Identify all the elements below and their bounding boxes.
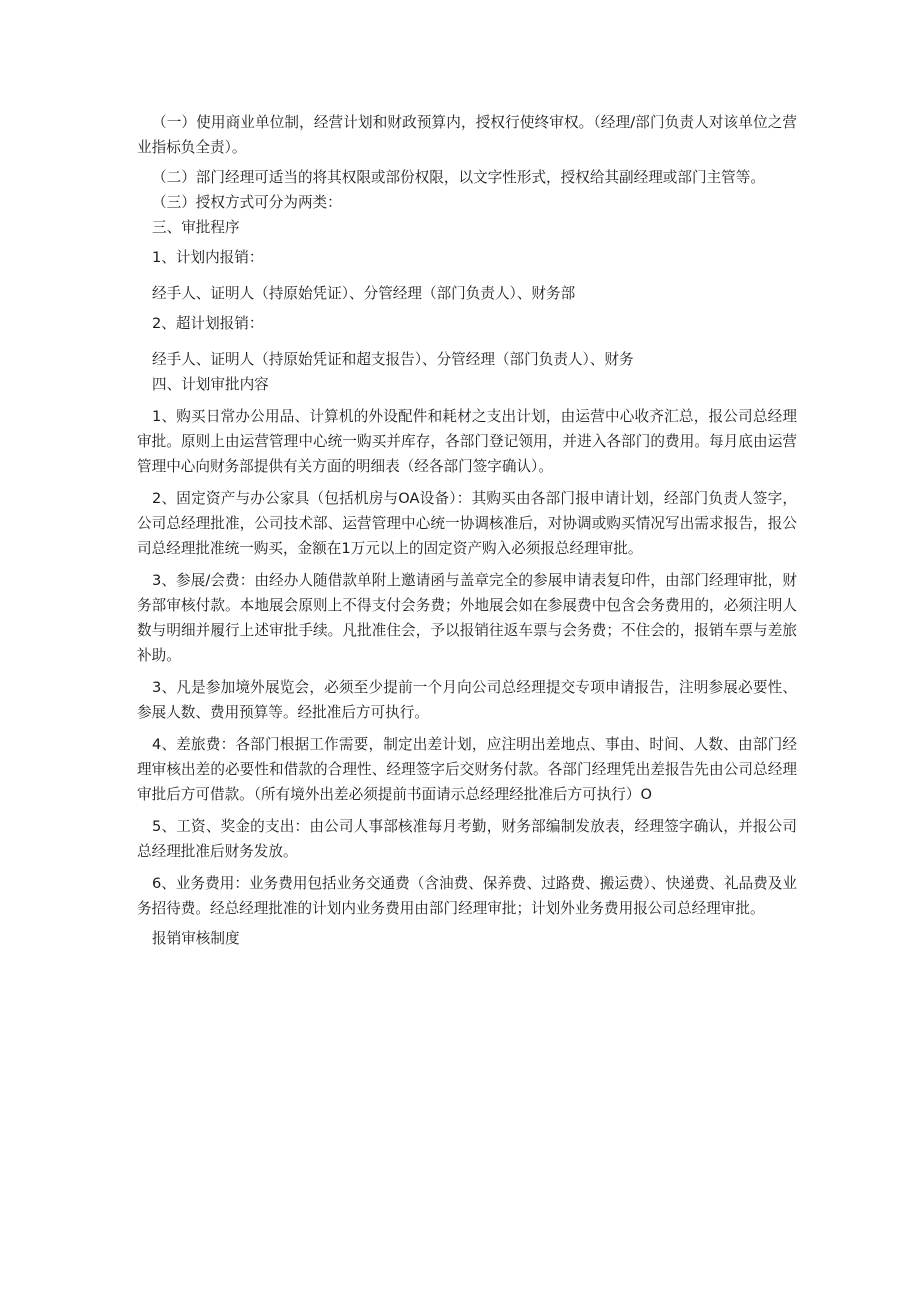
paragraph-business-expenses: 6、业务费用：业务费用包括业务交通费（含油费、保养费、过路费、搬运费）、快递费、礼品费及业务招待费。经总经理批准的计划内业务费用由部门经理审批；计划外业务费用报公司总经理审批。 (137, 875, 797, 917)
paragraph-over-plan-flow: 经手人、证明人（持原始凭证和超支报告）、分管经理（部门负责人）、财务 (152, 351, 634, 368)
paragraph-planned-flow: 经手人、证明人（持原始凭证）、分管经理（部门负责人）、财务部 (152, 285, 576, 302)
subheading-over-plan-reimbursement: 2、超计划报销： (152, 315, 264, 332)
section-heading-plan-approval-content: 四、计划审批内容 (152, 376, 269, 393)
section-heading-reimbursement-review: 报销审核制度 (152, 930, 240, 947)
paragraph-overseas-exhibition: 3、凡是参加境外展览会，必须至少提前一个月向公司总经理提交专项申请报告，注明参展必要性、参展人数、费用预算等。经批准后方可执行。 (137, 679, 797, 721)
paragraph-authorization-2: （二）部门经理可适当的将其权限或部份权限，以文字性形式，授权给其副经理或部门主管等。 (152, 169, 765, 186)
subheading-planned-reimbursement: 1、计划内报销： (152, 249, 264, 266)
paragraph-exhibition-fees: 3、参展/会费：由经办人随借款单附上邀请函与盖章完全的参展申请表复印件，由部门经理审批，财务部审核付款。本地展会原则上不得支付会务费；外地展会如在参展费中包含会务费用的，必须注明人数与明细并履行上述审批手续。凡批准住会，予以报销往返车票与会务费；不住会的，报销车票与差旅补助。 (137, 572, 797, 664)
section-heading-approval-procedure: 三、审批程序 (152, 219, 240, 236)
paragraph-fixed-assets: 2、固定资产与办公家具（包括机房与OA设备）：其购买由各部门报申请计划，经部门负责人签字，公司总经理批准，公司技术部、运营管理中心统一协调核准后，对协调或购买情况写出需求报告，报公司总经理批准统一购买，金额在1万元以上的固定资产购入必须报总经理审批。 (137, 490, 797, 557)
paragraph-authorization-3: （三）授权方式可分为两类： (152, 194, 342, 211)
paragraph-authorization-1: （一）使用商业单位制，经营计划和财政预算内，授权行使终审权。（经理/部门负责人对该单位之营业指标负全责）。 (137, 114, 797, 156)
paragraph-travel-expenses: 4、差旅费：各部门根据工作需要，制定出差计划，应注明出差地点、事由、时间、人数、由部门经理审核出差的必要性和借款的合理性、经理签字后交财务付款。各部门经理凭出差报告先由公司总经理审批后方可借款。（所有境外出差必须提前书面请示总经理经批准后方可执行）O (137, 736, 797, 803)
paragraph-salary-bonus: 5、工资、奖金的支出：由公司人事部核准每月考勤，财务部编制发放表，经理签字确认，并报公司总经理批准后财务发放。 (137, 818, 797, 860)
document-body (137, 110, 797, 951)
paragraph-office-supplies: 1、购买日常办公用品、计算机的外设配件和耗材之支出计划，由运营中心收齐汇总，报公司总经理审批。原则上由运营管理中心统一购买并库存，各部门登记领用，并进入各部门的费用。每月底由运营管理中心向财务部提供有关方面的明细表（经各部门签字确认）。 (137, 408, 797, 475)
